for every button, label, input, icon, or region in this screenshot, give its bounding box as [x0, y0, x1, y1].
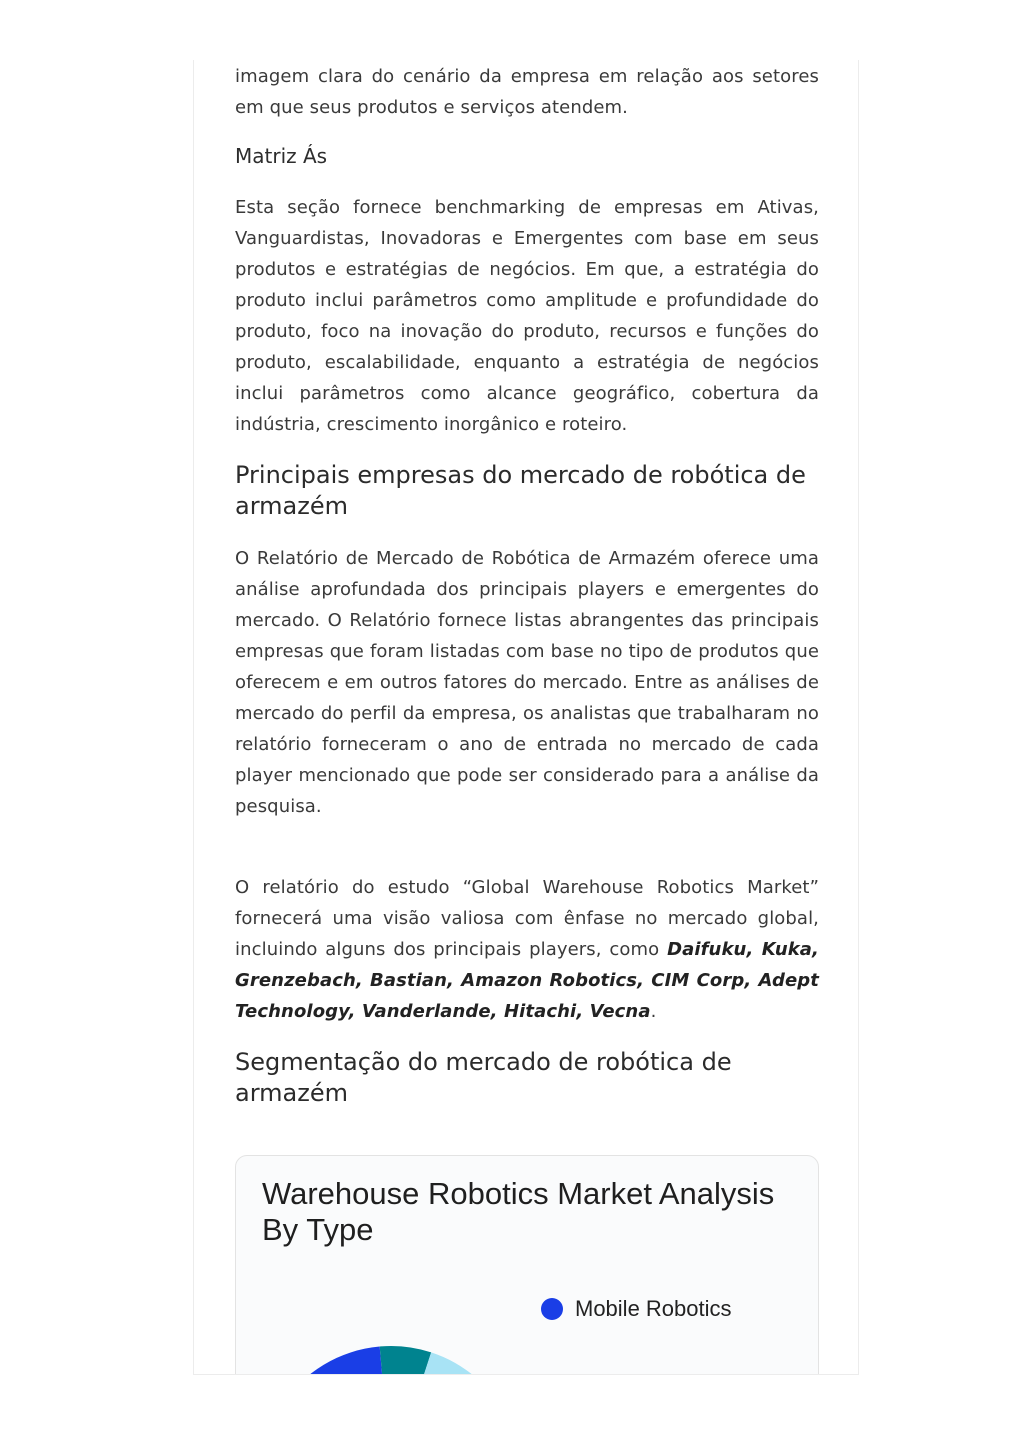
chart-card — [235, 1155, 819, 1375]
estudo-text-after: . — [650, 1001, 657, 1022]
legend-label-mobile-robotics: Mobile Robotics — [575, 1296, 732, 1321]
chart-title: Warehouse Robotics Market Analysis By Type — [262, 1176, 775, 1247]
segmentacao-heading: Segmentação do mercado de robótica de armazém — [235, 1048, 732, 1107]
pie-chart — [236, 1156, 819, 1375]
principais-empresas-heading: Principais empresas do mercado de robótica de armazém — [235, 461, 806, 520]
estudo-text-before: O relatório do estudo “Global Warehouse Robotics Market” fornecerá uma visão valiosa com ênfase no mercado global, incluindo alguns dos principais players, como — [235, 877, 819, 960]
intro-paragraph: imagem clara do cenário da empresa em relação aos setores em que seus produtos e serviços atendem. — [235, 66, 819, 118]
matriz-heading: Matriz Ás — [235, 144, 328, 168]
relatorio-paragraph: O Relatório de Mercado de Robótica de Armazém oferece uma análise aprofundada dos principais players e emergentes do mercado. O Relatório fornece listas abrangentes das principais empresas que foram listadas com base no tipo de produtos que oferecem e em outros fatores do mercado. Entre as análises de mercado do perfil da empresa, os analistas que trabalharam no relatório forneceram o ano de entrada no mercado de cada player mencionado que pode ser considerado para a análise da pesquisa. — [235, 548, 819, 817]
matriz-paragraph: Esta seção fornece benchmarking de empresas em Ativas, Vanguardistas, Inovadoras e Emergentes com base em seus produtos e estratégias de negócios. Em que, a estratégia do produto inclui parâmetros como amplitude e profundidade do produto, foco na inovação do produto, recursos e funções do produto, escalabilidade, enquanto a estratégia de negócios inclui parâmetros como alcance geográfico, cobertura da indústria, crescimento inorgânico e roteiro. — [235, 197, 819, 435]
pie-slice-2 — [380, 1346, 432, 1375]
article-card — [193, 60, 859, 1375]
pie-slice-mobile-robotics — [261, 1346, 391, 1375]
estudo-paragraph — [235, 872, 819, 1027]
companies-list: Daifuku, Kuka, Grenzebach, Bastian, Amazon Robotics, CIM Corp, Adept Technology, Vanderlande, Hitachi, Vecna — [235, 939, 819, 1022]
